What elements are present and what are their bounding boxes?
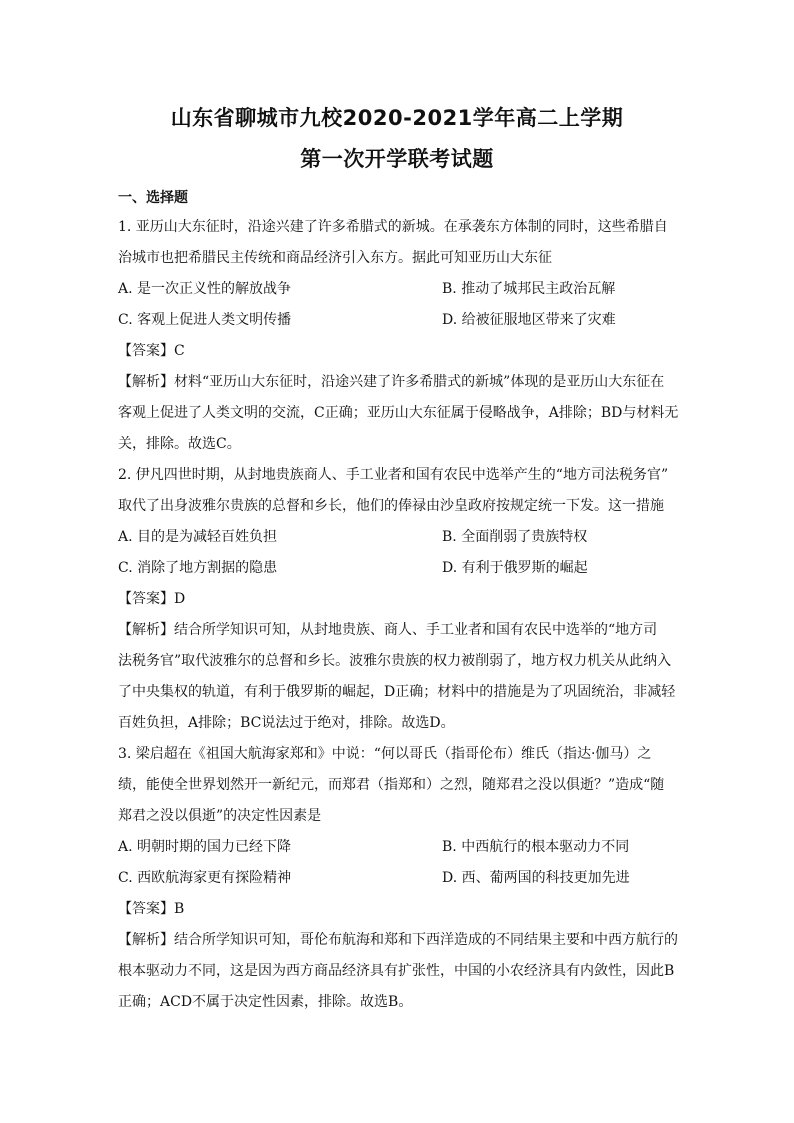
analysis-line: 客观上促进了人类文明的交流，C正确；亚历山大东征属于侵略战争，A排除；BD与材料无 (118, 405, 678, 421)
option-text: A. 明朝时期的国力已经下降 (118, 839, 292, 855)
option-text: C. 西欧航海家更有探险精神 (118, 870, 292, 886)
option-text: D. 西、葡两国的科技更加先进 (442, 870, 630, 886)
question-stem-line: 3. 梁启超在《祖国大航海家郑和》中说：“何以哥氏（指哥伦布）维氏（指达·伽马）之 (118, 746, 652, 762)
option-text: C. 消除了地方割据的隐患 (118, 560, 278, 576)
question-list (118, 212, 678, 1018)
analysis-line: 【解析】结合所学知识可知，哥伦布航海和郑和下西洋造成的不同结果主要和中西方航行的 (118, 932, 678, 948)
option-text: A. 目的是为减轻百姓负担 (118, 529, 278, 545)
options-row (118, 863, 678, 894)
analysis-line: 【解析】结合所学知识可知，从封地贵族、商人、手工业者和国有农民中选举的“地方司 (118, 622, 658, 638)
document-title: 山东省聊城市九校2020-2021学年高二上学期 (170, 106, 624, 130)
option-text: A. 是一次正义性的解放战争 (118, 281, 292, 297)
answer-line: 【答案】B (118, 901, 185, 917)
analysis-line: 了中央集权的轨道，有利于俄罗斯的崛起，D正确；材料中的措施是为了巩固统治，非减轻 (118, 684, 676, 700)
answer-line: 【答案】C (118, 343, 185, 359)
options-row (118, 522, 678, 553)
analysis-line: 根本驱动力不同，这是因为西方商品经济具有扩张性，中国的小农经济具有内敛性，因此B (118, 963, 675, 979)
question-stem-line: 绩，能使全世界划然开一新纪元，而郑君（指郑和）之烈，随郑君之没以俱逝？”造成“随 (118, 777, 665, 793)
answer-line: 【答案】D (118, 591, 186, 607)
question-stem-line: 取代了出身波雅尔贵族的总督和乡长，他们的俸禄由沙皇政府按规定统一下发。这一措施 (118, 498, 664, 514)
question-stem-line: 1. 亚历山大东征时，沿途兴建了许多希腊式的新城。在承袭东方体制的同时，这些希腊自 (118, 219, 668, 235)
analysis-line: 【解析】材料“亚历山大东征时，沿途兴建了许多希腊式的新城”体现的是亚历山大东征在 (118, 374, 665, 390)
option-text: B. 中西航行的根本驱动力不同 (442, 839, 630, 855)
question-stem-line: 郑君之没以俱逝”的决定性因素是 (118, 808, 322, 824)
options-row (118, 305, 678, 336)
option-text: D. 有利于俄罗斯的崛起 (442, 560, 588, 576)
option-text: D. 给被征服地区带来了灾难 (442, 312, 616, 328)
analysis-line: 百姓负担，A排除；BC说法过于绝对，排除。故选D。 (118, 715, 455, 731)
question-item (118, 460, 678, 739)
options-row (118, 553, 678, 584)
section-heading: 一、选择题 (118, 190, 188, 206)
question-stem-line: 治城市也把希腊民主传统和商品经济引入东方。据此可知亚历山大东征 (118, 250, 552, 266)
analysis-line: 正确；ACD不属于决定性因素，排除。故选B。 (118, 994, 413, 1010)
question-stem-line: 2. 伊凡四世时期，从封地贵族商人、手工业者和国有农民中选举产生的“地方司法税务官” (118, 467, 669, 483)
option-text: B. 推动了城邦民主政治瓦解 (442, 281, 616, 297)
options-row (118, 274, 678, 305)
question-item (118, 212, 678, 460)
option-text: C. 客观上促进人类文明传播 (118, 312, 292, 328)
question-item (118, 739, 678, 1018)
analysis-line: 关，排除。故选C。 (118, 436, 241, 452)
options-row (118, 832, 678, 863)
option-text: B. 全面削弱了贵族特权 (442, 529, 588, 545)
document-subtitle: 第一次开学联考试题 (300, 147, 494, 171)
analysis-line: 法税务官”取代波雅尔的总督和乡长。波雅尔贵族的权力被削弱了，地方权力机关从此纳入 (118, 653, 672, 669)
